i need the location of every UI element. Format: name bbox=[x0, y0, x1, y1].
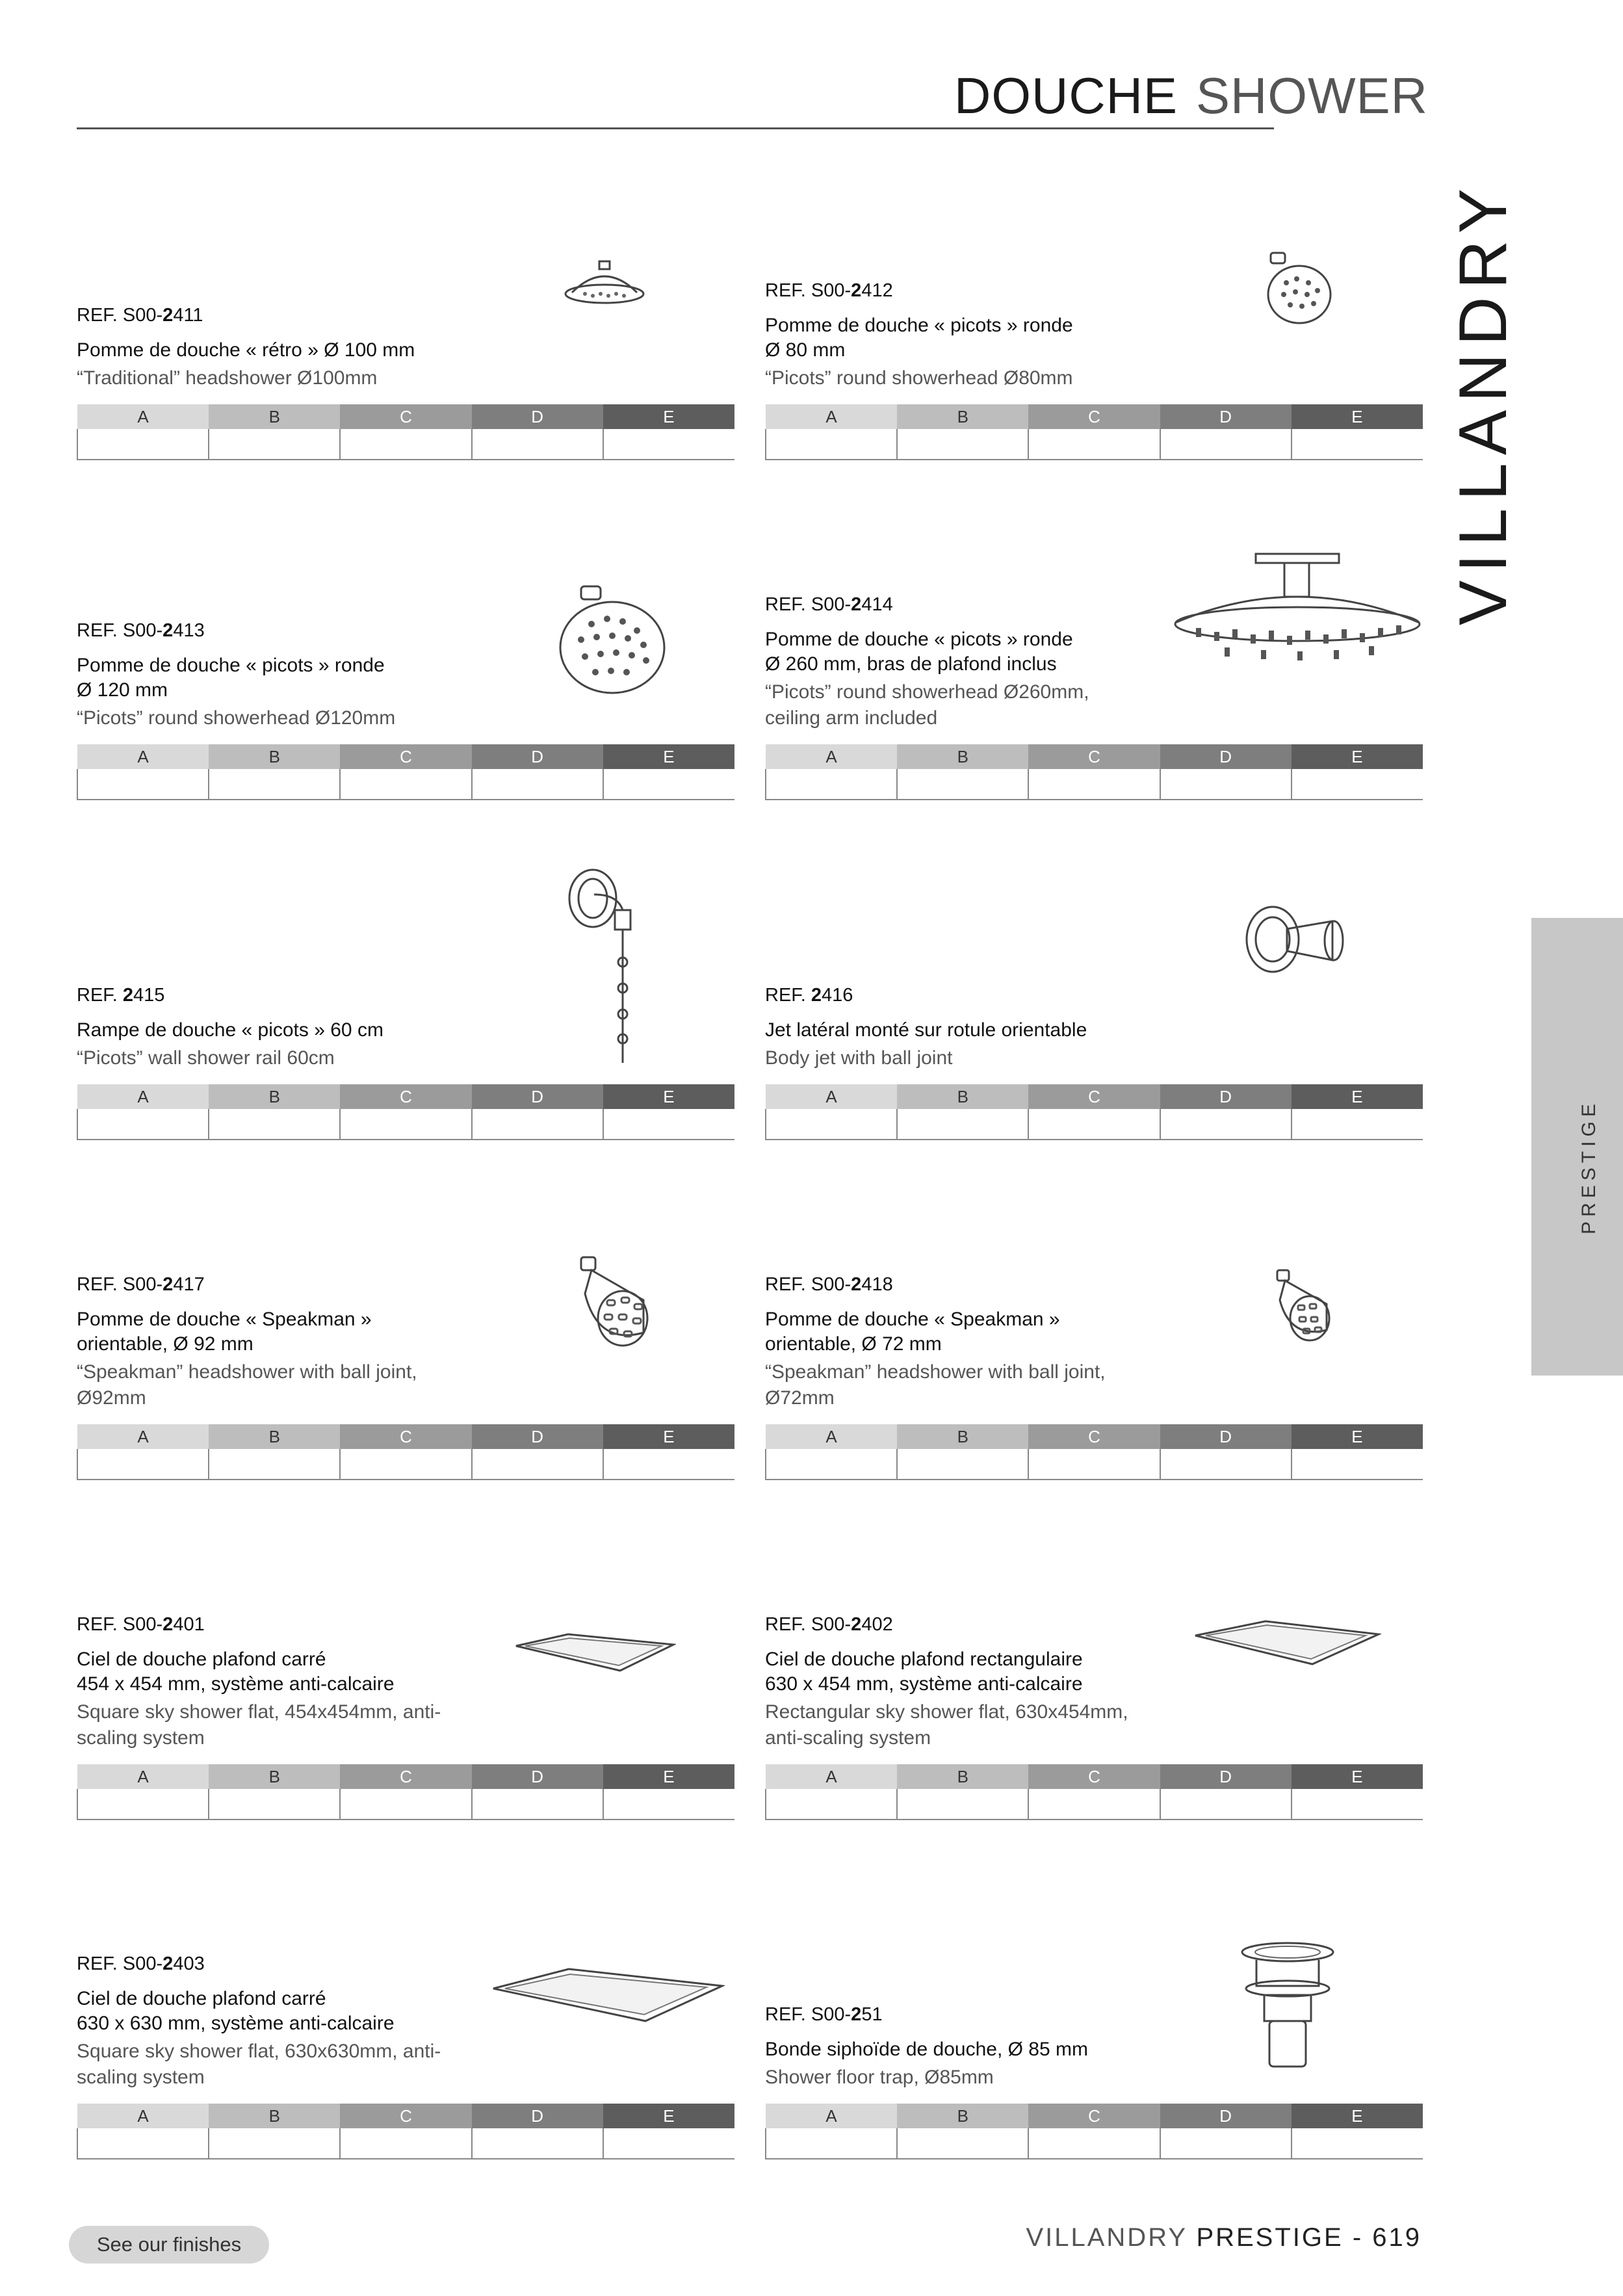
finish-cell-b[interactable] bbox=[209, 1109, 340, 1140]
finish-header-a: A bbox=[766, 2104, 897, 2128]
finish-cell-a[interactable] bbox=[77, 1109, 209, 1140]
see-finishes-button[interactable]: See our finishes bbox=[69, 2226, 269, 2263]
finish-header-e: E bbox=[1292, 2104, 1423, 2128]
ref-prefix: REF. bbox=[77, 985, 123, 1006]
finish-header-e: E bbox=[1292, 744, 1423, 769]
finish-cell-c[interactable] bbox=[1028, 1789, 1160, 1820]
finish-cell-c[interactable] bbox=[1028, 1109, 1160, 1140]
finish-cell-e[interactable] bbox=[1292, 1449, 1423, 1480]
large-square-sky-shower-icon bbox=[491, 1966, 725, 2025]
section-tab-label: PRESTIGE bbox=[1578, 1099, 1600, 1234]
finish-cell-b[interactable] bbox=[897, 1449, 1028, 1480]
finish-cell-d[interactable] bbox=[1160, 429, 1292, 460]
square-sky-shower-icon bbox=[513, 1632, 676, 1677]
footer-page-line: PRESTIGE - 619 bbox=[1196, 2223, 1422, 2252]
ref-bold: 2 bbox=[851, 280, 862, 301]
finish-cell-a[interactable] bbox=[77, 2128, 209, 2159]
product-ref bbox=[765, 1614, 1233, 1636]
finish-header-c: C bbox=[1028, 404, 1160, 429]
finish-cell-a[interactable] bbox=[77, 429, 209, 460]
ref-prefix: REF. S00- bbox=[77, 1614, 163, 1635]
speakman-showerhead-icon bbox=[572, 1255, 656, 1352]
page-title bbox=[954, 67, 1428, 124]
product-text bbox=[77, 305, 545, 391]
finish-cell-a[interactable] bbox=[766, 769, 897, 800]
finish-header-c: C bbox=[340, 1764, 471, 1789]
product-text bbox=[765, 280, 1233, 391]
finish-table bbox=[77, 404, 734, 460]
finish-cell-b[interactable] bbox=[897, 1789, 1028, 1820]
ref-bold: 2 bbox=[162, 305, 174, 326]
finish-cell-a[interactable] bbox=[766, 2128, 897, 2159]
product-text bbox=[765, 985, 1233, 1071]
finish-cell-b[interactable] bbox=[209, 2128, 340, 2159]
product-ref bbox=[77, 305, 545, 326]
shower-rail-icon bbox=[565, 865, 643, 1066]
ref-bold: 2 bbox=[162, 1614, 174, 1635]
product-name-en: “Speakman” headshower with ball joint, Ø72mm bbox=[765, 1361, 1106, 1409]
product-ref bbox=[765, 594, 1233, 616]
product-text bbox=[77, 1614, 545, 1751]
finish-header-c: C bbox=[340, 1084, 471, 1109]
finish-cell-c[interactable] bbox=[340, 2128, 471, 2159]
finish-cell-d[interactable] bbox=[472, 769, 603, 800]
finish-cell-d[interactable] bbox=[1160, 1449, 1292, 1480]
product-name-en: Square sky shower flat, 630x630mm, anti- scaling system bbox=[77, 2041, 441, 2088]
ref-suffix: 412 bbox=[861, 280, 893, 301]
product-name-en: “Picots” round showerhead Ø80mm bbox=[765, 367, 1073, 389]
finish-cell-b[interactable] bbox=[897, 1109, 1028, 1140]
finish-cell-b[interactable] bbox=[209, 1789, 340, 1820]
product-ref bbox=[77, 1953, 545, 1975]
finish-header-c: C bbox=[340, 1424, 471, 1449]
finish-header-e: E bbox=[1292, 404, 1423, 429]
product-name-en: Rectangular sky shower flat, 630x454mm, anti-scaling system bbox=[765, 1701, 1128, 1749]
product-ref bbox=[77, 1274, 545, 1296]
ref-bold: 2 bbox=[162, 1274, 174, 1295]
finish-header-a: A bbox=[766, 1764, 897, 1789]
finish-table bbox=[77, 1424, 734, 1480]
finish-header-e: E bbox=[603, 1764, 734, 1789]
product-ref bbox=[77, 620, 545, 642]
finish-cell-d[interactable] bbox=[1160, 1789, 1292, 1820]
finish-header-b: B bbox=[209, 1084, 340, 1109]
finish-header-a: A bbox=[77, 1084, 209, 1109]
finish-header-e: E bbox=[603, 1424, 734, 1449]
finish-header-a: A bbox=[766, 404, 897, 429]
product-name-fr: Jet latéral monté sur rotule orientable bbox=[765, 1019, 1087, 1041]
product-name-fr: Rampe de douche « picots » 60 cm bbox=[77, 1019, 383, 1041]
finish-header-e: E bbox=[1292, 1084, 1423, 1109]
finish-cell-e[interactable] bbox=[1292, 429, 1423, 460]
finish-header-c: C bbox=[1028, 1764, 1160, 1789]
finish-header-c: C bbox=[340, 404, 471, 429]
product-text bbox=[77, 620, 545, 731]
finish-header-a: A bbox=[77, 1424, 209, 1449]
product-name-fr: Pomme de douche « Speakman » orientable, Ø 72 mm bbox=[765, 1309, 1060, 1355]
ref-bold: 2 bbox=[851, 594, 862, 615]
ref-prefix: REF. S00- bbox=[77, 305, 163, 326]
footer-brand: VILLANDRY bbox=[1026, 2223, 1188, 2252]
finish-header-d: D bbox=[472, 1424, 603, 1449]
finish-cell-e[interactable] bbox=[1292, 769, 1423, 800]
finish-table bbox=[765, 1084, 1423, 1140]
product-name-fr: Pomme de douche « rétro » Ø 100 mm bbox=[77, 339, 415, 361]
finish-cell-e[interactable] bbox=[603, 1789, 734, 1820]
product-name-fr: Bonde siphoïde de douche, Ø 85 mm bbox=[765, 2039, 1088, 2060]
ref-bold: 2 bbox=[162, 1953, 174, 1974]
page-title-fr: DOUCHE bbox=[954, 67, 1178, 124]
finish-cell-b[interactable] bbox=[897, 2128, 1028, 2159]
finish-header-a: A bbox=[77, 2104, 209, 2128]
finish-table bbox=[77, 744, 734, 800]
finish-header-e: E bbox=[603, 1084, 734, 1109]
finish-header-d: D bbox=[1160, 404, 1292, 429]
ref-prefix: REF. S00- bbox=[765, 280, 851, 301]
finish-header-c: C bbox=[1028, 1084, 1160, 1109]
finish-cell-e[interactable] bbox=[1292, 1109, 1423, 1140]
product-name-en: “Speakman” headshower with ball joint, Ø92mm bbox=[77, 1361, 417, 1409]
ref-prefix: REF. S00- bbox=[77, 1274, 163, 1295]
ref-suffix: 416 bbox=[822, 985, 853, 1006]
ref-prefix: REF. S00- bbox=[765, 1614, 851, 1635]
finish-header-c: C bbox=[340, 744, 471, 769]
finish-cell-a[interactable] bbox=[77, 769, 209, 800]
finish-header-e: E bbox=[603, 404, 734, 429]
finish-cell-a[interactable] bbox=[77, 1449, 209, 1480]
finish-cell-a[interactable] bbox=[766, 1789, 897, 1820]
finish-cell-b[interactable] bbox=[897, 769, 1028, 800]
finish-header-d: D bbox=[1160, 1424, 1292, 1449]
product-name-fr: Ciel de douche plafond carré 454 x 454 mm, système anti-calcaire bbox=[77, 1649, 395, 1695]
finish-cell-b[interactable] bbox=[209, 429, 340, 460]
finish-header-d: D bbox=[472, 744, 603, 769]
finish-header-b: B bbox=[209, 1424, 340, 1449]
finish-cell-b[interactable] bbox=[897, 429, 1028, 460]
finish-cell-d[interactable] bbox=[472, 1109, 603, 1140]
finish-header-a: A bbox=[77, 1764, 209, 1789]
finish-cell-b[interactable] bbox=[209, 1449, 340, 1480]
ref-prefix: REF. S00- bbox=[765, 594, 851, 615]
finish-header-b: B bbox=[897, 1424, 1028, 1449]
finish-cell-c[interactable] bbox=[1028, 429, 1160, 460]
finish-header-d: D bbox=[472, 404, 603, 429]
product-name-fr: Pomme de douche « Speakman » orientable, Ø 92 mm bbox=[77, 1309, 372, 1355]
finish-header-d: D bbox=[472, 1084, 603, 1109]
finish-cell-d[interactable] bbox=[1160, 2128, 1292, 2159]
product-name-en: “Picots” wall shower rail 60cm bbox=[77, 1047, 335, 1069]
finish-cell-d[interactable] bbox=[472, 2128, 603, 2159]
section-tab[interactable] bbox=[1531, 918, 1623, 1376]
finish-cell-e[interactable] bbox=[603, 1449, 734, 1480]
product-name-fr: Ciel de douche plafond rectangulaire 630 x 454 mm, système anti-calcaire bbox=[765, 1649, 1083, 1695]
finish-header-a: A bbox=[77, 404, 209, 429]
finish-header-d: D bbox=[1160, 1764, 1292, 1789]
product-name-fr: Pomme de douche « picots » ronde Ø 80 mm bbox=[765, 315, 1073, 361]
finish-header-b: B bbox=[897, 404, 1028, 429]
ref-suffix: 403 bbox=[173, 1953, 205, 1974]
ref-prefix: REF. S00- bbox=[77, 1953, 163, 1974]
product-name-en: “Traditional” headshower Ø100mm bbox=[77, 367, 378, 389]
finish-header-d: D bbox=[1160, 1084, 1292, 1109]
product-text bbox=[77, 1274, 545, 1411]
product-ref bbox=[765, 1274, 1233, 1296]
finish-header-d: D bbox=[1160, 2104, 1292, 2128]
finish-header-e: E bbox=[1292, 1424, 1423, 1449]
product-ref bbox=[765, 280, 1233, 302]
finish-cell-e[interactable] bbox=[603, 429, 734, 460]
ref-suffix: 411 bbox=[173, 305, 203, 326]
finish-table bbox=[77, 1764, 734, 1820]
ref-suffix: 415 bbox=[133, 985, 165, 1006]
page-footer bbox=[1026, 2223, 1422, 2252]
finish-header-b: B bbox=[897, 2104, 1028, 2128]
finish-cell-c[interactable] bbox=[340, 1109, 471, 1140]
finish-cell-d[interactable] bbox=[472, 429, 603, 460]
finish-cell-e[interactable] bbox=[603, 769, 734, 800]
product-name-fr: Pomme de douche « picots » ronde Ø 260 mm, bras de plafond inclus bbox=[765, 629, 1073, 675]
finish-table bbox=[765, 404, 1423, 460]
product-text bbox=[765, 1274, 1233, 1411]
finish-cell-a[interactable] bbox=[766, 1449, 897, 1480]
finish-header-a: A bbox=[766, 744, 897, 769]
ref-suffix: 402 bbox=[861, 1614, 893, 1635]
ref-bold: 2 bbox=[851, 1614, 862, 1635]
finish-header-d: D bbox=[472, 2104, 603, 2128]
finish-header-b: B bbox=[897, 744, 1028, 769]
small-speakman-showerhead-icon bbox=[1271, 1268, 1336, 1346]
finish-cell-d[interactable] bbox=[472, 1789, 603, 1820]
ref-bold: 2 bbox=[851, 2004, 862, 2025]
header-divider bbox=[77, 127, 1274, 129]
finish-cell-e[interactable] bbox=[1292, 1789, 1423, 1820]
product-text bbox=[77, 1953, 545, 2091]
ref-prefix: REF. S00- bbox=[765, 2004, 851, 2025]
ref-suffix: 51 bbox=[861, 2004, 883, 2025]
ref-suffix: 417 bbox=[173, 1274, 205, 1295]
finish-header-b: B bbox=[897, 1764, 1028, 1789]
finish-table bbox=[765, 2104, 1423, 2159]
ref-prefix: REF. S00- bbox=[77, 620, 163, 641]
product-text bbox=[765, 2004, 1233, 2091]
brand-vertical: VILLANDRY bbox=[1446, 180, 1521, 626]
body-jet-icon bbox=[1241, 900, 1352, 978]
finish-header-e: E bbox=[1292, 1764, 1423, 1789]
product-name-en: “Picots” round showerhead Ø120mm bbox=[77, 707, 396, 729]
product-ref bbox=[765, 2004, 1233, 2026]
finish-header-d: D bbox=[1160, 744, 1292, 769]
finish-cell-d[interactable] bbox=[1160, 1109, 1292, 1140]
finish-header-d: D bbox=[472, 1764, 603, 1789]
ref-bold: 2 bbox=[811, 985, 822, 1006]
ref-bold: 2 bbox=[162, 620, 174, 641]
finish-header-b: B bbox=[209, 1764, 340, 1789]
finish-cell-e[interactable] bbox=[1292, 2128, 1423, 2159]
product-name-fr: Ciel de douche plafond carré 630 x 630 mm, système anti-calcaire bbox=[77, 1988, 395, 2034]
ref-prefix: REF. bbox=[765, 985, 811, 1006]
finish-header-b: B bbox=[897, 1084, 1028, 1109]
product-name-en: Square sky shower flat, 454x454mm, anti- scaling system bbox=[77, 1701, 441, 1749]
product-text bbox=[765, 1614, 1233, 1751]
ref-suffix: 414 bbox=[861, 594, 893, 615]
finish-cell-c[interactable] bbox=[340, 769, 471, 800]
finish-table bbox=[77, 1084, 734, 1140]
product-ref bbox=[77, 985, 545, 1006]
finish-table bbox=[765, 1424, 1423, 1480]
finish-cell-c[interactable] bbox=[1028, 2128, 1160, 2159]
finish-cell-a[interactable] bbox=[766, 1109, 897, 1140]
finish-header-b: B bbox=[209, 404, 340, 429]
floor-trap-icon bbox=[1238, 1940, 1336, 2070]
ref-suffix: 418 bbox=[861, 1274, 893, 1295]
product-ref bbox=[77, 1614, 545, 1636]
product-name-en: “Picots” round showerhead Ø260mm, ceiling arm included bbox=[765, 681, 1089, 729]
finish-header-c: C bbox=[340, 2104, 471, 2128]
finish-cell-c[interactable] bbox=[1028, 1449, 1160, 1480]
finish-cell-c[interactable] bbox=[340, 429, 471, 460]
finish-header-c: C bbox=[1028, 744, 1160, 769]
finish-header-b: B bbox=[209, 2104, 340, 2128]
finish-table bbox=[765, 744, 1423, 800]
product-name-fr: Pomme de douche « picots » ronde Ø 120 mm bbox=[77, 655, 385, 701]
product-name-en: Shower floor trap, Ø85mm bbox=[765, 2067, 994, 2088]
finish-cell-d[interactable] bbox=[1160, 769, 1292, 800]
finish-header-b: B bbox=[209, 744, 340, 769]
finish-header-e: E bbox=[603, 2104, 734, 2128]
finish-cell-c[interactable] bbox=[340, 1449, 471, 1480]
ref-suffix: 413 bbox=[173, 620, 205, 641]
ref-suffix: 401 bbox=[173, 1614, 205, 1635]
finish-table bbox=[77, 2104, 734, 2159]
retro-showerhead-icon bbox=[559, 260, 650, 312]
product-ref bbox=[765, 985, 1233, 1006]
product-text bbox=[765, 594, 1233, 731]
small-picots-showerhead-icon bbox=[1258, 250, 1336, 328]
finish-header-e: E bbox=[603, 744, 734, 769]
finish-header-a: A bbox=[766, 1084, 897, 1109]
finish-cell-d[interactable] bbox=[472, 1449, 603, 1480]
finish-cell-e[interactable] bbox=[603, 2128, 734, 2159]
finish-cell-a[interactable] bbox=[77, 1789, 209, 1820]
finish-header-a: A bbox=[766, 1424, 897, 1449]
finish-cell-b[interactable] bbox=[209, 769, 340, 800]
finish-cell-c[interactable] bbox=[340, 1789, 471, 1820]
product-name-en: Body jet with ball joint bbox=[765, 1047, 953, 1069]
finish-cell-a[interactable] bbox=[766, 429, 897, 460]
finish-header-c: C bbox=[1028, 2104, 1160, 2128]
ceiling-showerhead-icon bbox=[1170, 551, 1430, 688]
finish-header-c: C bbox=[1028, 1424, 1160, 1449]
finish-table bbox=[765, 1764, 1423, 1820]
picots-showerhead-icon bbox=[552, 585, 669, 696]
product-text bbox=[77, 985, 545, 1071]
finish-cell-c[interactable] bbox=[1028, 769, 1160, 800]
ref-bold: 2 bbox=[851, 1274, 862, 1295]
rectangular-sky-shower-icon bbox=[1193, 1619, 1381, 1671]
page-title-en: SHOWER bbox=[1196, 67, 1428, 124]
finish-cell-e[interactable] bbox=[603, 1109, 734, 1140]
ref-prefix: REF. S00- bbox=[765, 1274, 851, 1295]
ref-bold: 2 bbox=[122, 985, 134, 1006]
finish-header-a: A bbox=[77, 744, 209, 769]
